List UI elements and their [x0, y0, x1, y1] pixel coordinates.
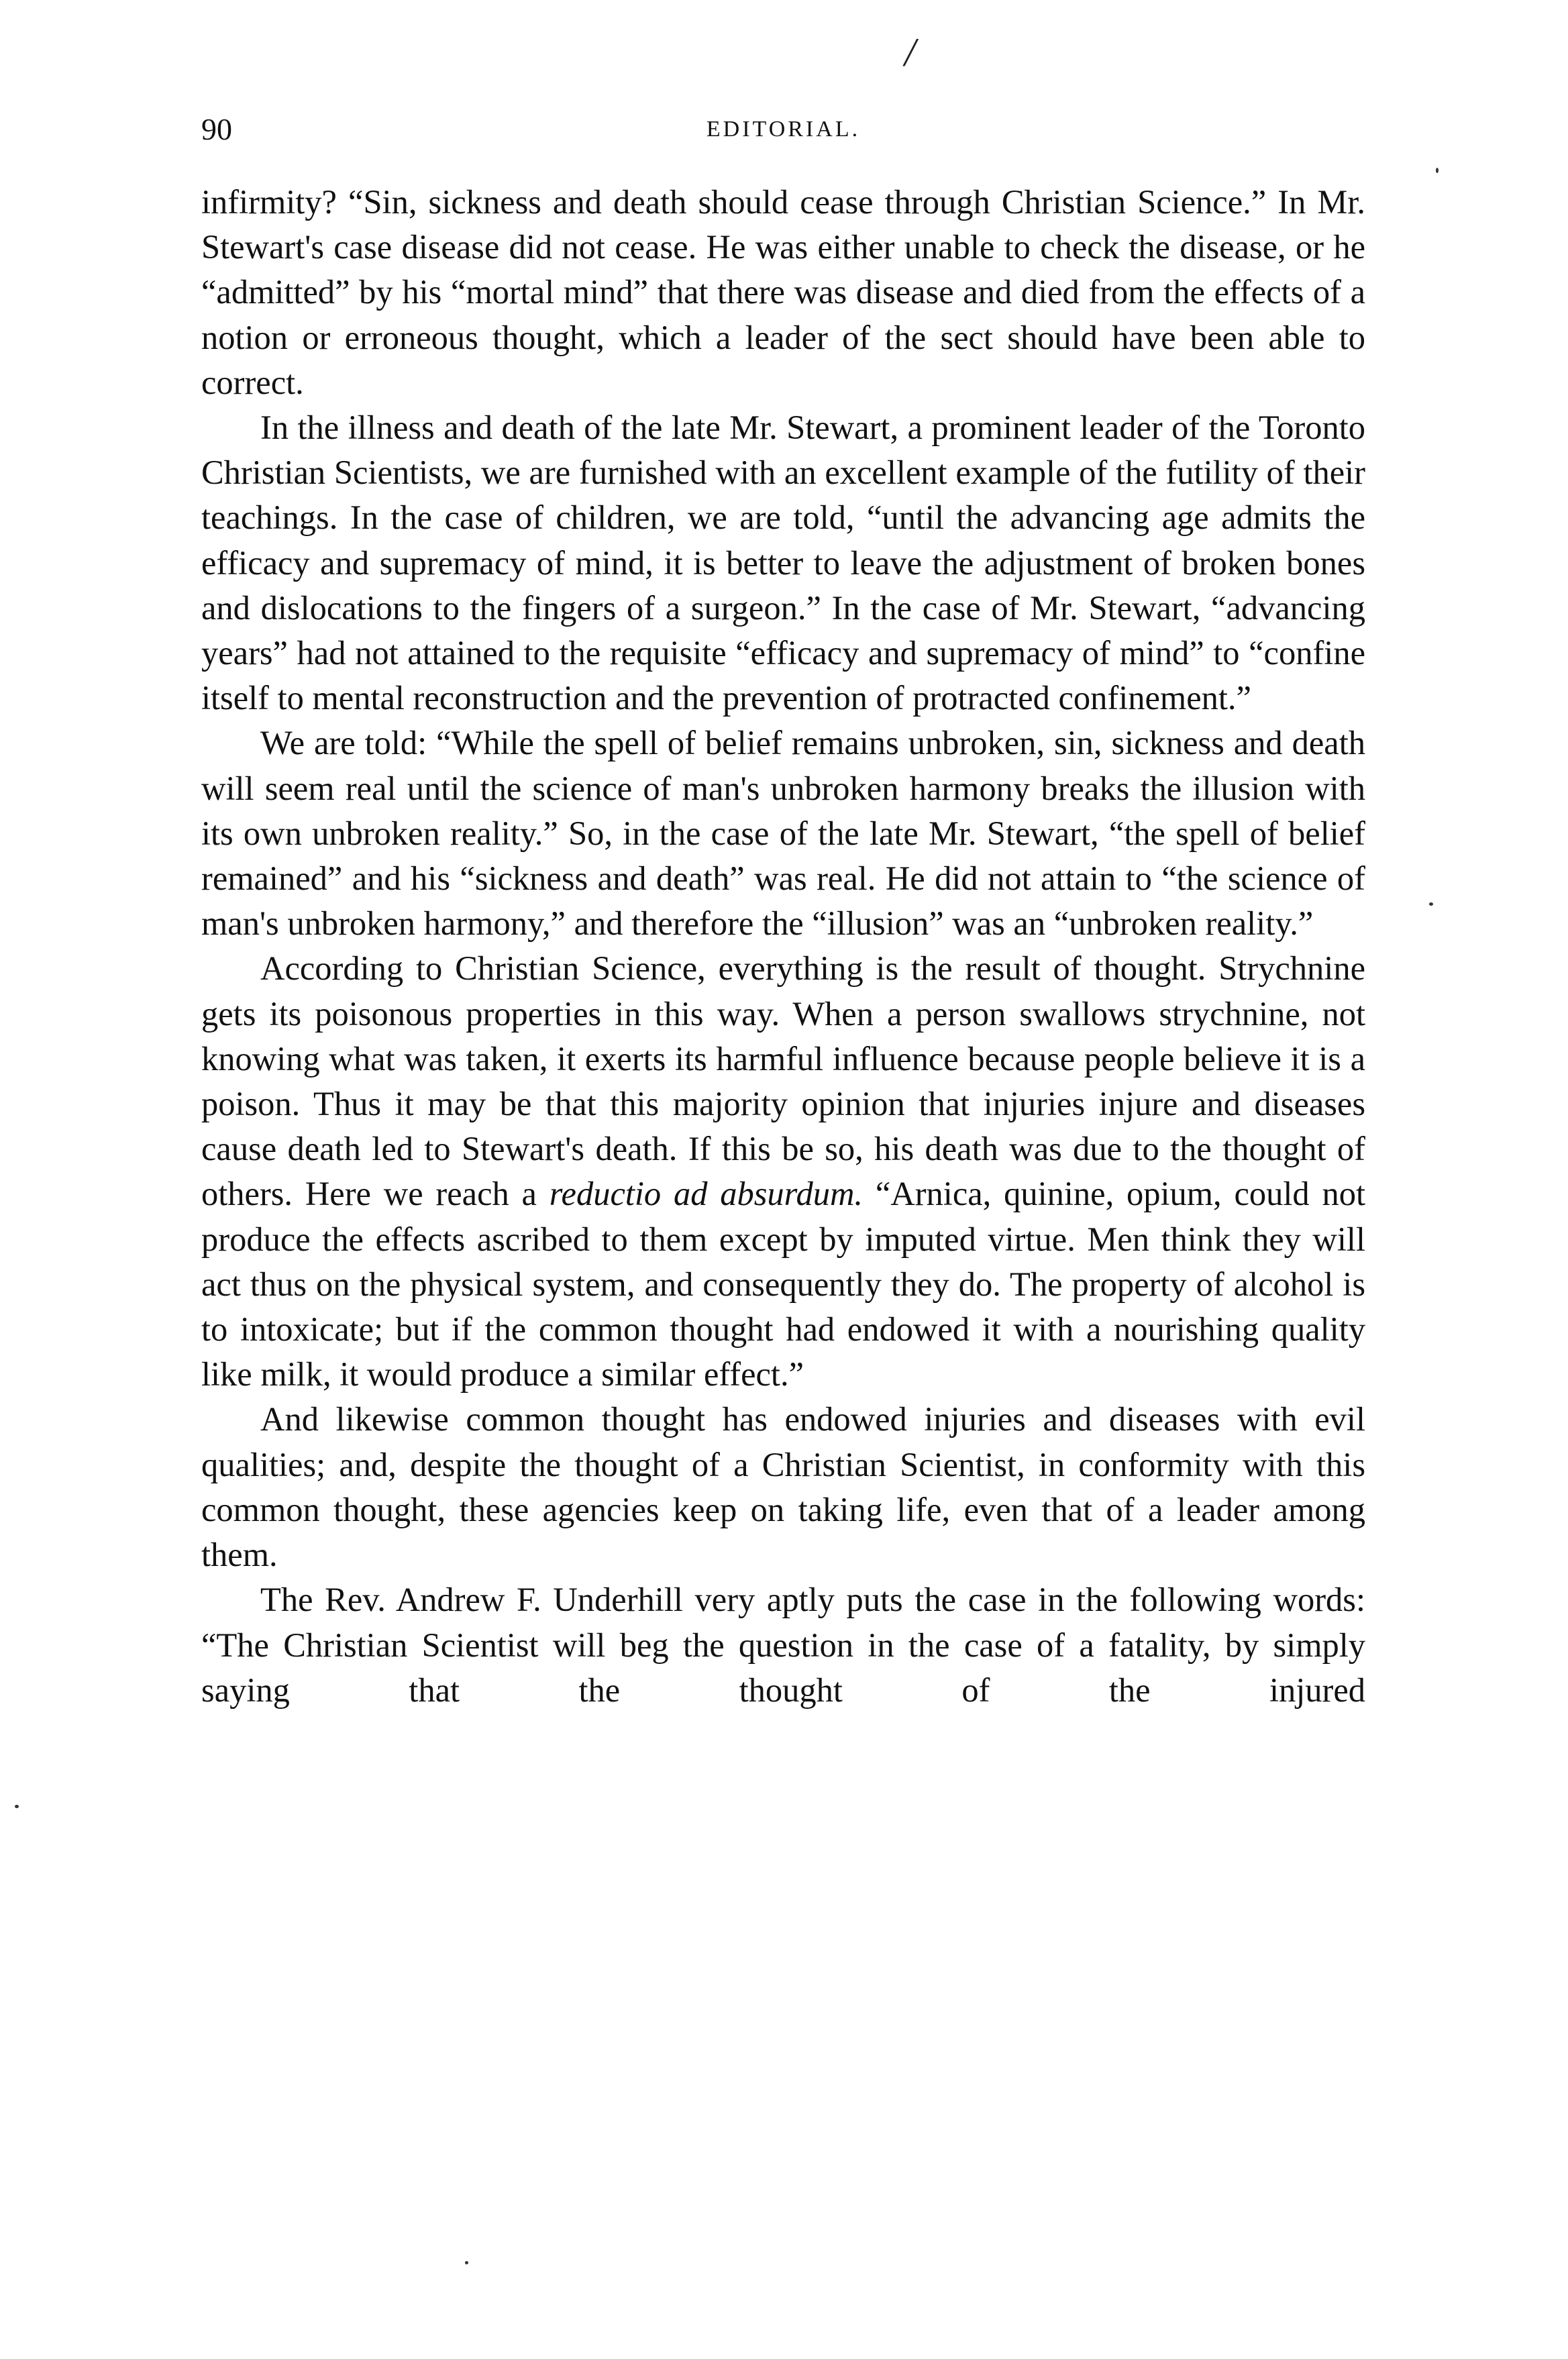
editorial-body: [201, 180, 1365, 1713]
scan-speck: [465, 2261, 468, 2264]
scan-speck: [1429, 902, 1433, 906]
paragraph-1: infirmity? “Sin, sickness and death should cease through Christian Science.” In Mr. Stewart's case disease did not cease. He was either unable to check the disease, or he “admitted” by his “mortal mind” that there was disease and died from the effects of a notion or erroneous thought, which a leader of the sect should have been able to correct.: [201, 183, 1365, 401]
paragraph-5: And likewise common thought has endowed injuries and diseases with evil qualities; and, despite the thought of a Christian Scientist, in conformity with this common thought, these agencies keep on taking life, even that of a leader among them.: [201, 1400, 1365, 1574]
stray-pen-mark: /: [904, 30, 916, 74]
paragraph-2: In the illness and death of the late Mr. Stewart, a prominent leader of the Toronto Christian Scientists, we are furnished with an excellent example of the futility of their teachings. In the case of children, we are told, “until the advancing age admits the efficacy and supremacy of mind, it is better to leave the adjustment of broken bones and dislocations to the fingers of a surgeon.” In the case of Mr. Stewart, “advancing years” had not attained to the requisite “efficacy and supremacy of mind” to “confine itself to mental reconstruction and the prevention of protracted confinement.”: [201, 409, 1365, 717]
running-title: EDITORIAL.: [706, 117, 861, 142]
paragraph-3: We are told: “While the spell of belief remains unbroken, sin, sickness and death will seem real until the science of man's unbroken harmony breaks the illusion with its own unbroken reality.” So, in the case of the late Mr. Stewart, “the spell of belief remained” and his “sickness and death” was real. He did not attain to “the science of man's unbroken harmony,” and therefore the “illusion” was an “unbroken reality.”: [201, 724, 1365, 943]
paragraph-4: [201, 946, 1365, 1397]
paragraph-4-text-after: “Arnica, quinine, opium, could not produce the effects ascribed to them except by imputed virtue. Men think they will act thus on the physical system, and consequently they do. The property of alcohol is to intoxicate; but if the common thought had endowed it with a nourishing quality like milk, it would produce a similar effect.”: [201, 1175, 1365, 1394]
paragraph-4-text-before: According to Christian Science, everything is the result of thought. Strychnine gets its poisonous properties in this way. When a person swallows strychnine, not knowing what was taken, it exerts its harmful influence because people believe it is a poison. Thus it may be that this majority opinion that injuries injure and diseases cause death led to Stewart's death. If this be so, his death was due to the thought of others. Here we reach a: [201, 949, 1365, 1213]
page-number: 90: [201, 112, 232, 146]
running-head: [201, 106, 1365, 153]
paragraph-6: The Rev. Andrew F. Underhill very aptly puts the case in the following words: “The Christian Scientist will beg the question in the case of a fatality, by simply saying that the thought of the injured: [201, 1581, 1365, 1709]
latin-phrase: reductio ad absurdum.: [549, 1175, 864, 1213]
scan-speck: [15, 1805, 19, 1808]
scan-speck: [1436, 168, 1439, 173]
